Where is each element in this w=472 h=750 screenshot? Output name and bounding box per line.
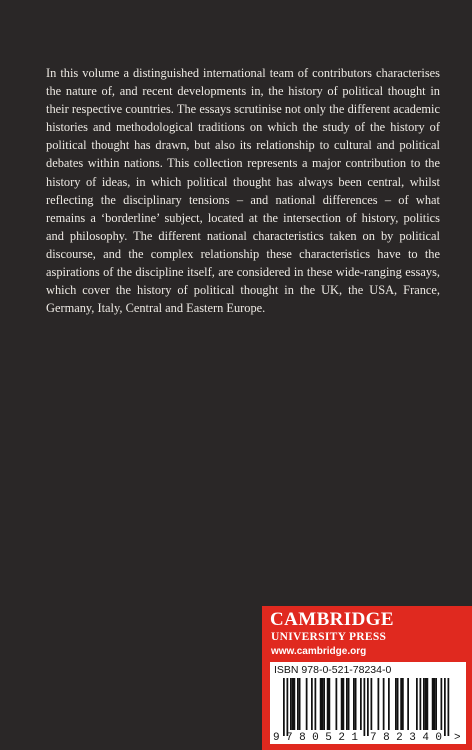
back-cover-blurb: In this volume a distinguished international team of contributors characterises the nature of, and recent developments in, the history of political thought in their respective countries. The essays scrutinise not only the different academic histories and methodological traditions on which the study of the history of political thought has drawn, but also its relationship to cultural and political debates within nations. This collection represents a major contribution to the history of ideas, in which political thought has always been central, whilst reflecting the disciplinary tensions – and national differences – of what remains a ‘borderline’ subject, located at the intersection of history, politics and philosophy. The different national characteristics taken on by political discourse, and the complex relationship these characteristics have to the aspirations of the discipline itself, are considered in these wide-ranging essays, which cover the history of political thought in the UK, the USA, France, Germany, Italy, Central and Eastern Europe. xyxy=(46,66,440,316)
barcode-first-digit: 9 xyxy=(273,732,280,744)
barcode-bar xyxy=(367,678,369,736)
barcode-bar xyxy=(364,678,366,736)
barcode-bar xyxy=(423,678,425,730)
barcode-bar xyxy=(323,678,325,730)
barcode-end-mark: > xyxy=(454,732,461,744)
barcode-bar xyxy=(420,678,422,730)
barcode-bar xyxy=(283,678,285,736)
barcode-bar xyxy=(287,678,289,736)
barcode-bar xyxy=(353,678,355,730)
barcode-bar xyxy=(425,678,427,730)
barcode-bar xyxy=(294,678,296,730)
barcode-bar xyxy=(434,678,436,730)
barcode-bar xyxy=(360,678,362,730)
barcode-bar xyxy=(402,678,404,730)
barcode-bar xyxy=(299,678,301,730)
barcode-bar xyxy=(315,678,317,730)
barcode-bar xyxy=(441,678,443,730)
barcode-bar xyxy=(297,678,299,730)
isbn-barcode xyxy=(270,662,466,744)
barcode-bar xyxy=(388,678,390,730)
barcode-bar xyxy=(355,678,357,730)
barcode-bar xyxy=(327,678,329,730)
barcode-bars xyxy=(283,678,449,736)
barcode-bar xyxy=(306,678,308,730)
barcode-bar xyxy=(311,678,313,730)
barcode-bar xyxy=(322,678,324,730)
barcode-bar xyxy=(336,678,338,730)
barcode-bar xyxy=(400,678,402,730)
barcode-left-digits: 780521 xyxy=(286,732,358,744)
barcode-bar xyxy=(341,678,343,730)
barcode-bar xyxy=(416,678,418,730)
barcode-bar xyxy=(320,678,322,730)
publisher-panel xyxy=(262,606,472,750)
barcode-bar xyxy=(395,678,397,730)
barcode-right-digits: 782340 xyxy=(370,732,442,744)
barcode-bar xyxy=(444,678,446,736)
barcode-bar xyxy=(290,678,292,730)
publisher-name: CAMBRIDGE xyxy=(270,609,394,630)
barcode-bar xyxy=(346,678,348,730)
barcode-bar xyxy=(378,678,380,730)
barcode-bar xyxy=(397,678,399,730)
publisher-subtitle: UNIVERSITY PRESS xyxy=(271,631,387,643)
barcode-graphic xyxy=(270,662,466,744)
publisher-url: www.cambridge.org xyxy=(271,646,367,657)
barcode-bar xyxy=(448,678,450,736)
barcode-bar xyxy=(383,678,385,730)
barcode-bar xyxy=(407,678,409,730)
barcode-bar xyxy=(343,678,345,730)
barcode-bar xyxy=(432,678,434,730)
barcode-bar xyxy=(371,678,373,730)
barcode-bar xyxy=(329,678,331,730)
barcode-bar xyxy=(292,678,294,730)
isbn-label: ISBN 978-0-521-78234-0 xyxy=(274,664,392,676)
barcode-bar xyxy=(427,678,429,730)
barcode-bar xyxy=(435,678,437,730)
barcode-bar xyxy=(348,678,350,730)
